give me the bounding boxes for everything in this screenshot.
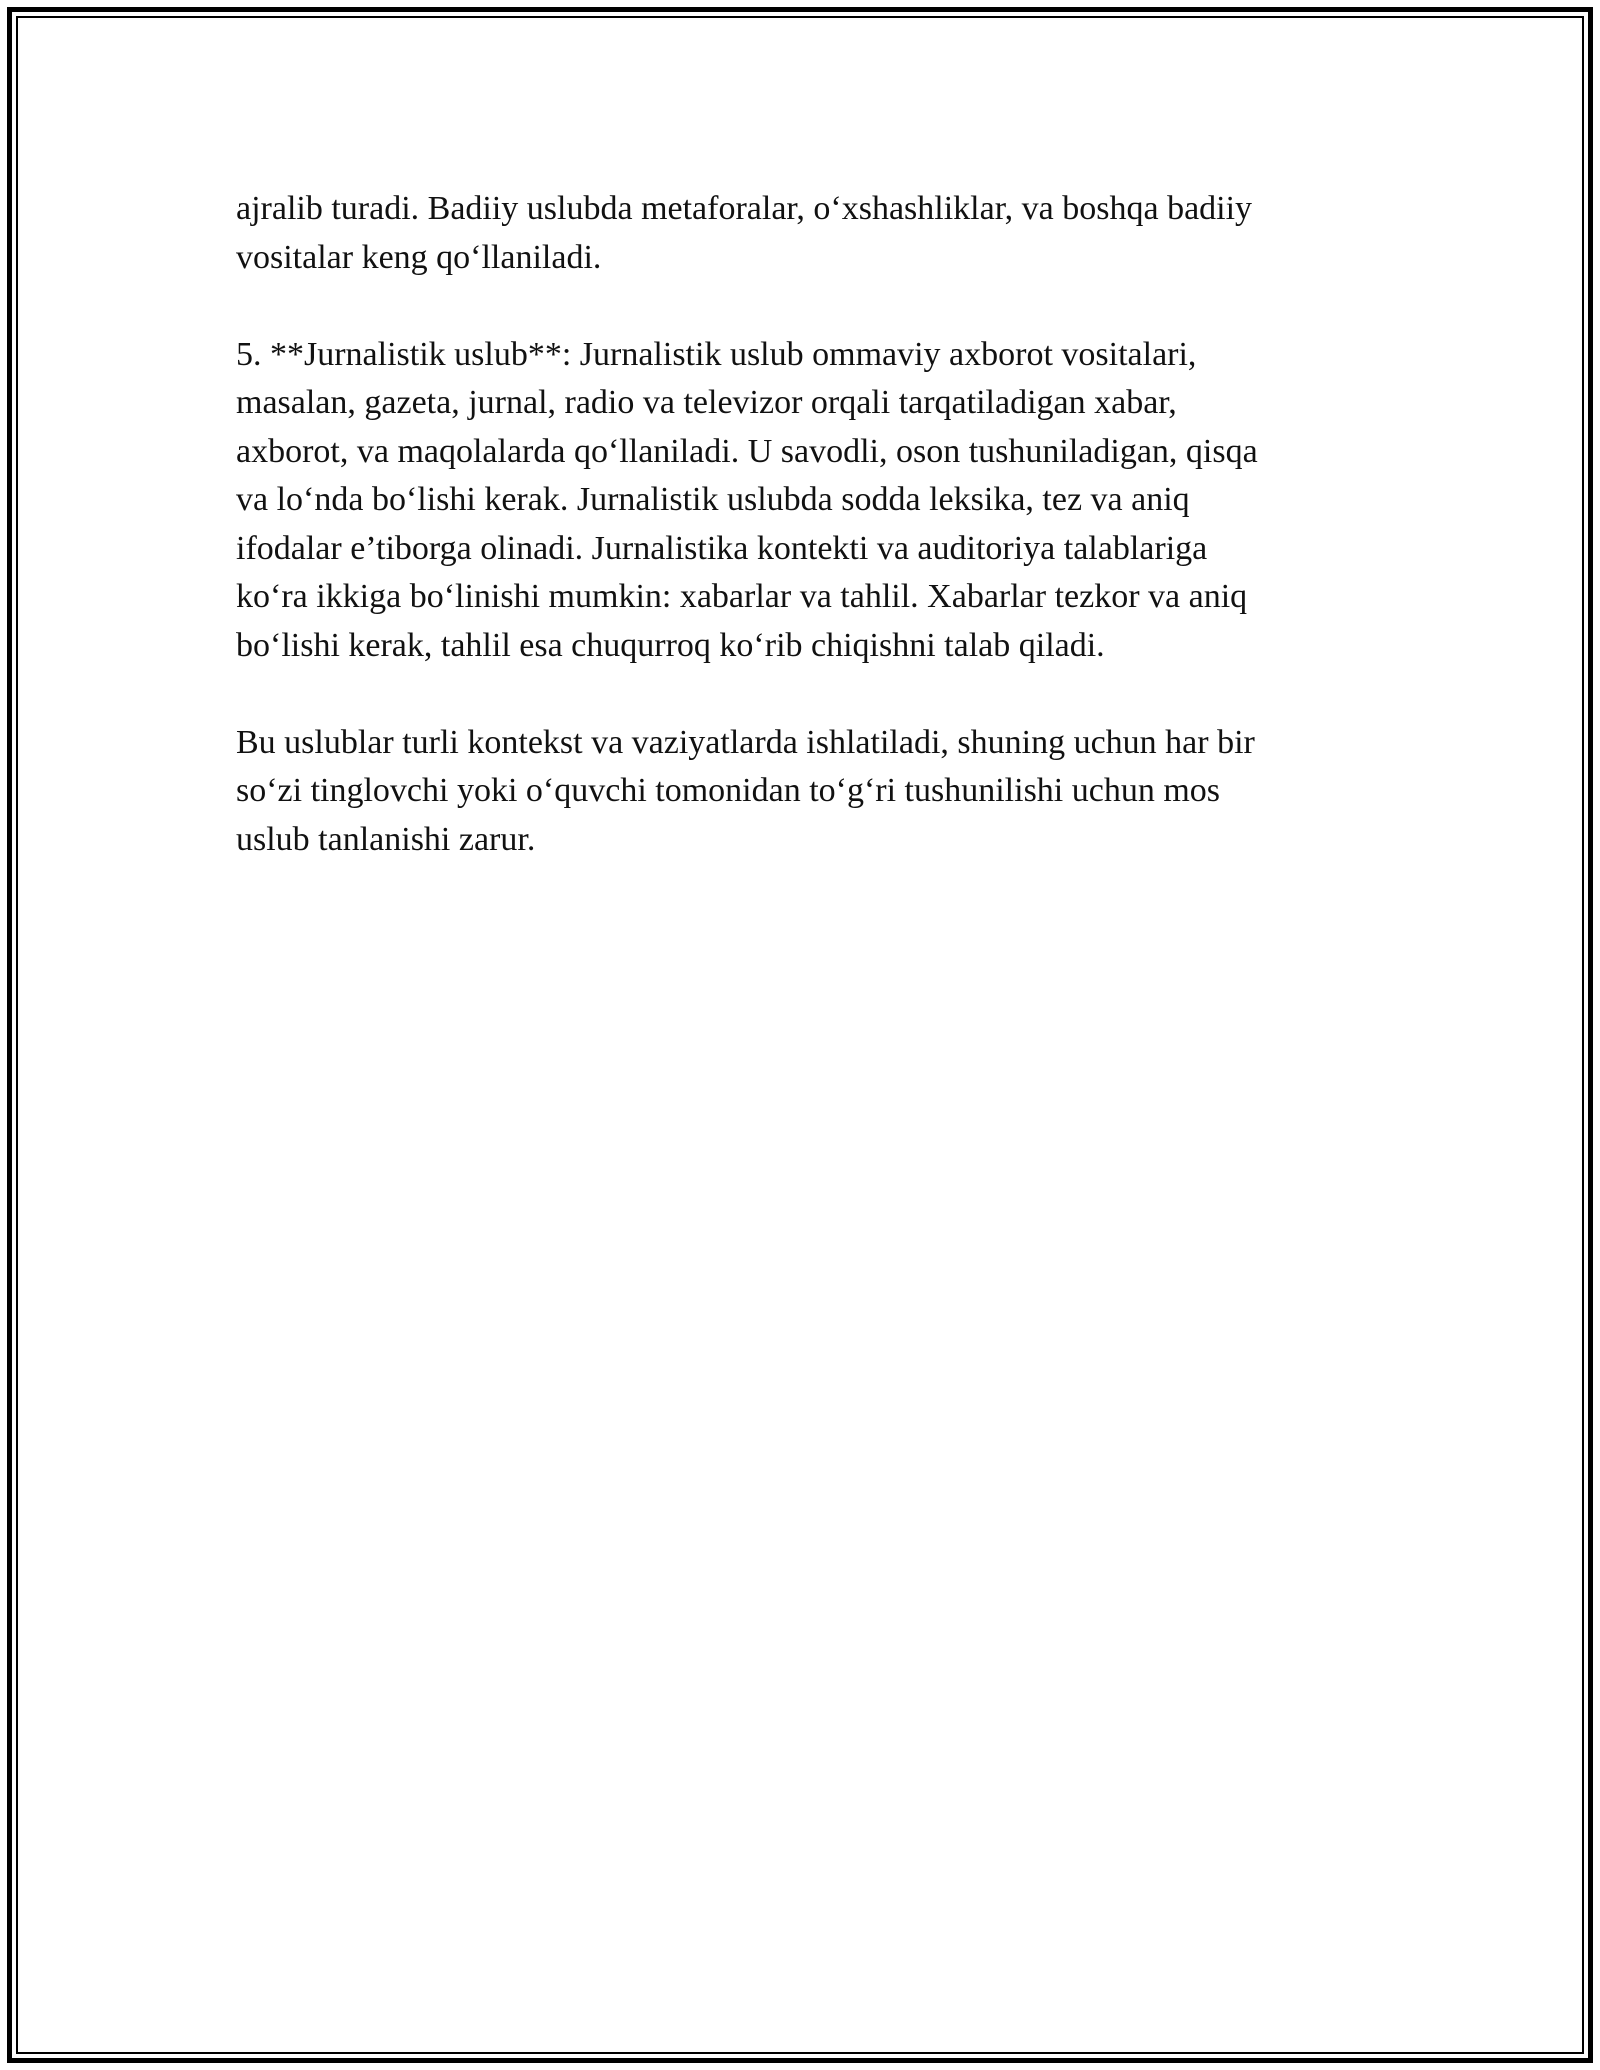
text-line: bo‘lishi kerak, tahlil esa chuqurroq ko‘rib chiqishni talab qiladi. — [236, 626, 1105, 664]
text-line: uslub tanlanishi zarur. — [236, 820, 536, 858]
paragraph-conclusion — [236, 719, 1356, 865]
text-line: 5. **Jurnalistik uslub**: Jurnalistik uslub ommaviy axborot vositalari, — [236, 335, 1197, 373]
text-line: ko‘ra ikkiga bo‘linishi mumkin: xabarlar va tahlil. Xabarlar tezkor va aniq — [236, 578, 1248, 615]
text-line: vositalar keng qo‘llaniladi. — [236, 238, 602, 276]
text-line: ifodalar e’tiborga olinadi. Jurnalistika kontekti va auditoriya talablariga — [236, 529, 1208, 567]
text-line: ajralib turadi. Badiiy uslubda metaforalar, o‘xshashliklar, va boshqa badiiy — [236, 190, 1253, 227]
text-line: Bu uslublar turli kontekst va vaziyatlarda ishlatiladi, shuning uchun har bir — [236, 723, 1255, 761]
document-body — [236, 185, 1356, 913]
paragraph-badiiy-continuation — [236, 185, 1356, 282]
text-line: va lo‘nda bo‘lishi kerak. Jurnalistik uslubda sodda leksika, tez va aniq — [236, 481, 1190, 518]
text-line: axborot, va maqolalarda qo‘llaniladi. U savodli, oson tushuniladigan, qisqa — [236, 432, 1258, 470]
paragraph-jurnalistik-uslub — [236, 331, 1356, 671]
text-line: so‘zi tinglovchi yoki o‘quvchi tomonidan to‘g‘ri tushunilishi uchun mos — [236, 772, 1221, 809]
text-line: masalan, gazeta, jurnal, radio va televizor orqali tarqatiladigan xabar, — [236, 384, 1177, 421]
